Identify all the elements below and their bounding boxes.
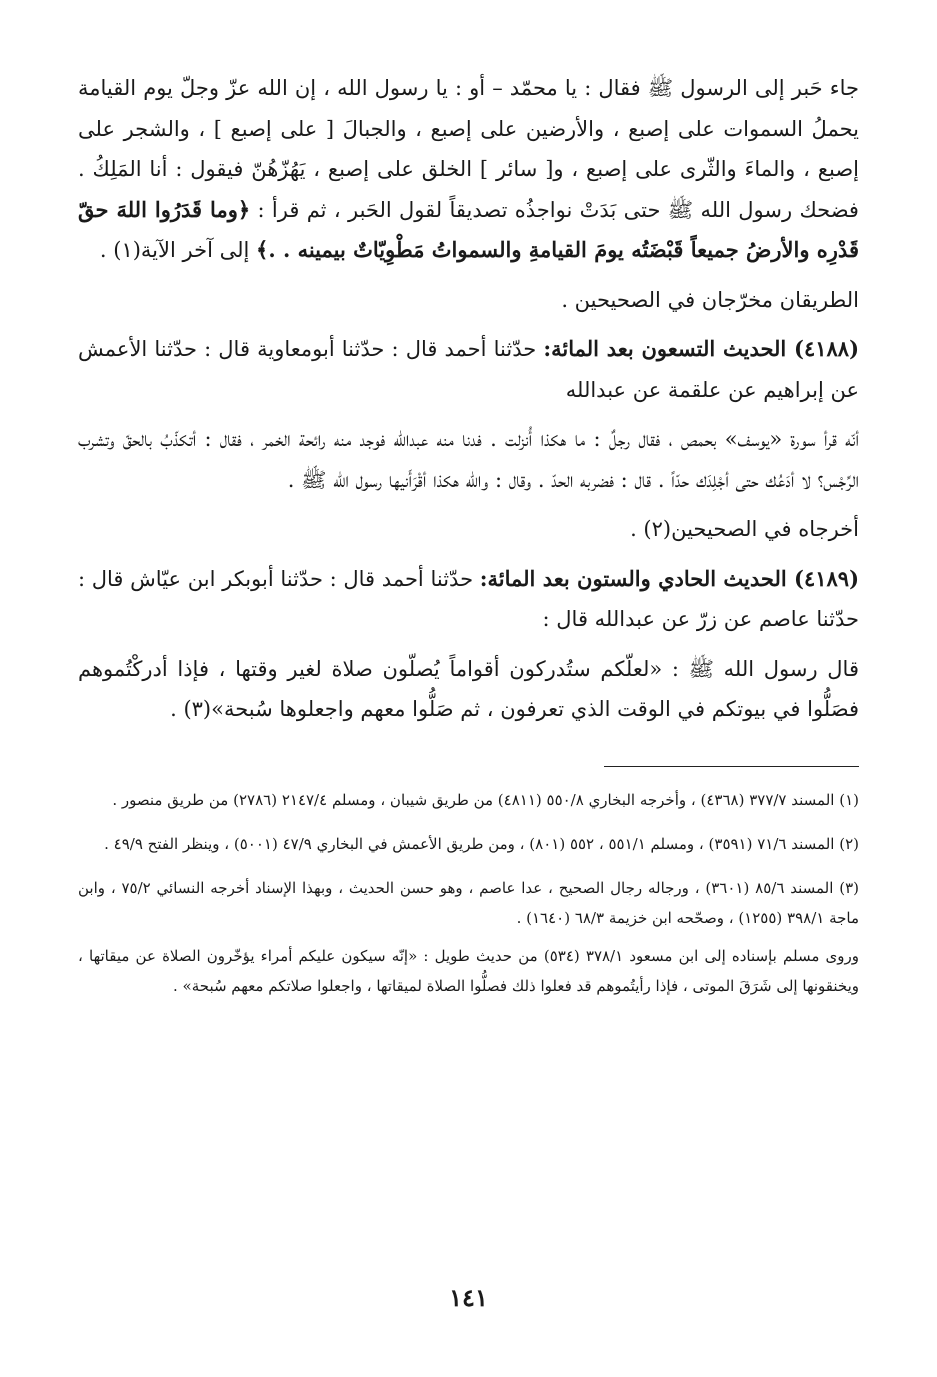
hadith-4188-title: (٤١٨٨) الحديث التسعون بعد المائة: <box>543 336 860 361</box>
hadith-4189-title: (٤١٨٩) الحديث الحادي والستون بعد المائة: <box>479 565 860 591</box>
footnote-1: (١) المسند ٣٧٧/٧ (٤٣٦٨) ، وأخرجه البخاري ٥٥٠/٨ (٤٨١١) من طريق شيبان ، ومسلم ٢١٤٧/٤ (٢٧٨٦) من طريق منصور . <box>112 790 859 809</box>
hadith-4189-header <box>78 559 859 640</box>
hadith-4188-text: أنّه قرأ سورة «يوسف» بحمص ، فقال رجلٌ : ما هكذا أُنزلت . فدنا منه عبدالله فوجد منه رائحة الخمر ، فقال : أتكذّبُ بالحقّ وتشرب الرِّجْس؟ لا أدَعُك حتى أجْلِدَك حدّاً . قال : فضربه الحدّ . وقال : والله هكذا أقْرَأَنيها رسول الله ﷺ . <box>78 427 859 492</box>
hadith-4188-takhrij: أخرجاه في الصحيحين(٢) . <box>630 517 859 541</box>
footnote-3: (٣) المسند ٨٥/٦ (٣٦٠١) ، ورجاله رجال الصحيح ، عدا عاصم ، وهو حسن الحديث ، وبهذا الإسناد أخرجه النسائي ٧٥/٢ ، وابن ماجة ٣٩٨/١ (١٢٥٥) ، وصحّحه ابن خزيمة ٦٨/٣ (١٦٤٠) . <box>78 878 860 927</box>
hadith-text: جاء حَبر إلى الرسول ﷺ فقال : يا محمّد – أو : يا رسول الله ، إن الله عزّ وجلّ يوم القيامة يحملُ السموات على إصبع ، والأرضين على إصبع ، والجبالَ [ على إصبع ] ، والشجر على إصبع ، والماءَ والثّرى على إصبع ، و[ سائر ] الخلق على إصبع ، يَهُزّهُنّ فيقول : أنا المَلِكُ . فضحك رسول الله ﷺ حتى بَدَتْ نواجذُه تصديقاً لقول الحَبر ، ثم قرأ : <box>78 76 859 222</box>
footnote-divider <box>604 766 859 767</box>
quran-verse: ﴿وما قَدَرُوا اللهَ حقّ قَدْرِه والأرضُ جميعاً قَبْضَتُه يومَ القيامةِ والسمواتُ مَطْوِيّاتٌ بيمينه . .﴾ <box>78 196 859 262</box>
hadith-4188-header <box>78 329 859 410</box>
hadith-4189-isnad: حدّثنا أحمد قال : حدّثنا أبوبكر ابن عيّاش قال : حدّثنا عاصم عن زرّ عن عبدالله قال : <box>78 566 859 631</box>
hadith-4188-isnad: حدّثنا أحمد قال : حدّثنا أبومعاوية قال : حدّثنا الأعمش عن إبراهيم عن علقمة عن عبدالله <box>78 337 859 402</box>
footnotes <box>78 785 859 1001</box>
main-text <box>78 68 859 730</box>
footnote-2: (٢) المسند ٧١/٦ (٣٥٩١) ، ومسلم ٥٥١/١ ، ٥٥٢ (٨٠١) ، ومن طريق الأعمش في البخاري ٤٧/٩ (٥٠٠١) ، وينظر الفتح ٤٩/٩ . <box>104 834 859 853</box>
page-number: ١٤١ <box>449 1283 488 1312</box>
footnote-3-continuation: وروى مسلم بإسناده إلى ابن مسعود ٣٧٨/١ (٥٣٤) من حديث طويل : «إنّه سيكون عليكم أمراء يؤخّرون الصلاة عن ميقاتها ، ويخنقونها إلى شَرَقَ الموتى ، فإذا رأيتُموهم قد فعلوا ذلك فصلُّوا الصلاة لميقاتها ، واجعلوا صلاتكم معهم سُبحة» . <box>78 946 859 995</box>
hadith-4189-text: قال رسول الله ﷺ : «لعلّكم ستُدركون أقواماً يُصلّون صلاة لغير وقتها ، فإذا أدركْتُموهم فصَلُّوا في بيوتكم في الوقت الذي تعرفون ، ثم صَلُّوا معهم واجعلوها سُبحة»(٣) . <box>78 656 859 721</box>
takhrij-note: الطريقان مخرّجان في الصحيحين . <box>561 287 859 312</box>
verse-reference: إلى آخر الآية(١) . <box>99 238 250 262</box>
hadith-text-paragraph <box>78 68 859 271</box>
